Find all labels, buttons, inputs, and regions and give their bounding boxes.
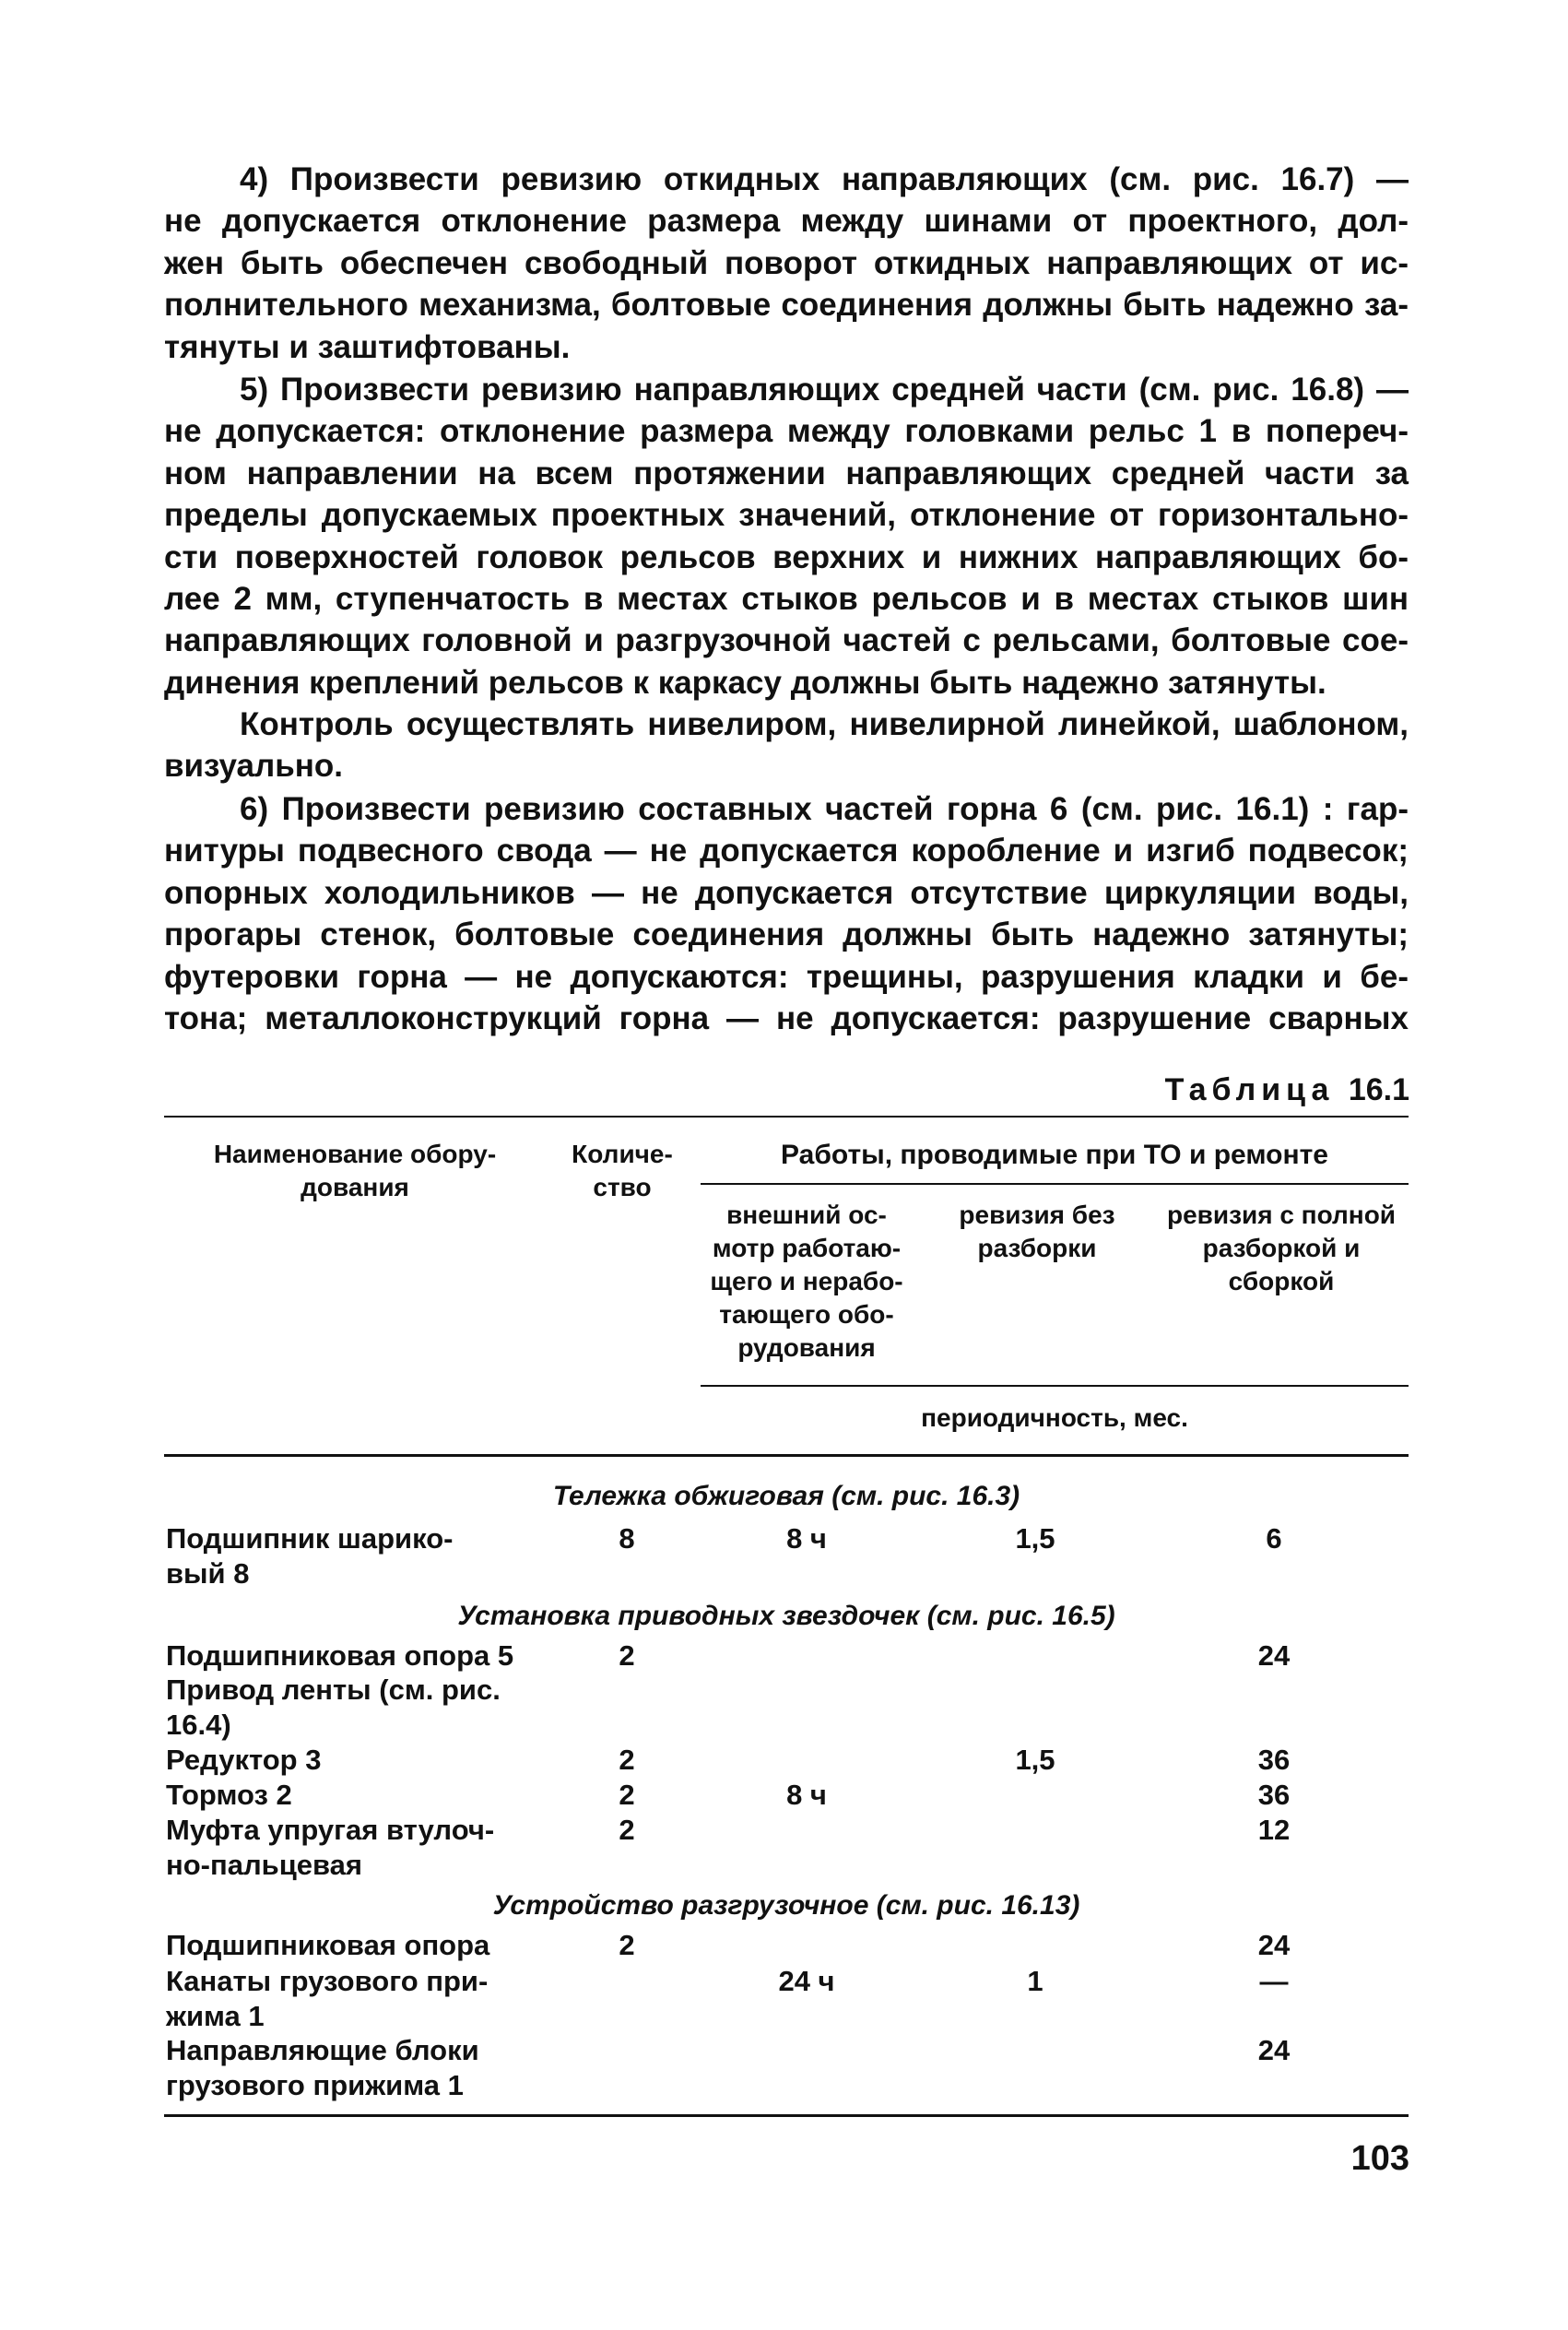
- text-line: 6) Произвести ревизию составных частей горна 6 (см. рис. 16.1) : гар-: [240, 791, 1409, 827]
- row-name: Муфта упругая втулоч- но-пальцевая: [166, 1814, 495, 1881]
- row-full-revision: 36: [1257, 1744, 1291, 1776]
- text-line: сти поверхностей головок рельсов верхних и нижних направляющих бо-: [164, 538, 1409, 575]
- row-full-revision: 12: [1257, 1814, 1291, 1846]
- row-name: Тормоз 2: [166, 1779, 292, 1811]
- section-title: Установка приводных звездочек (см. рис. 16.5): [457, 1601, 1115, 1631]
- row-name: Подшипниковая опора 5: [166, 1639, 514, 1672]
- text-line: 4) Произвести ревизию откидных направляющих (см. рис. 16.7) —: [240, 161, 1409, 197]
- row-external: 8 ч: [786, 1779, 827, 1811]
- text-line: пределы допускаемых проектных значений, отклонение от горизонтально-: [164, 497, 1409, 534]
- text-line: ном направлении на всем протяжении направляющих средней части за: [164, 455, 1409, 491]
- text-line: прогары стенок, болтовые соединения должны быть надежно затянуты;: [164, 917, 1409, 953]
- row-name: Привод ленты (см. рис. 16.4): [166, 1674, 501, 1741]
- text-line: футеровки горна — не допускаются: трещины, разрушения кладки и бе-: [164, 958, 1409, 995]
- text-line: опорных холодильников — не допускается отсутствие циркуляции воды,: [164, 874, 1409, 911]
- section-title: Устройство разгрузочное (см. рис. 16.13): [492, 1890, 1080, 1921]
- table-caption-number: 16.1: [1348, 1072, 1409, 1107]
- row-name: Редуктор 3: [166, 1744, 322, 1776]
- row-full-revision: 24: [1257, 1639, 1291, 1672]
- section-title: Тележка обжиговая (см. рис. 16.3): [552, 1481, 1020, 1511]
- text-line: жен быть обеспечен свободный поворот откидных направляющих от ис-: [164, 244, 1409, 281]
- row-full-revision: 24: [1257, 2034, 1291, 2066]
- row-full-revision: 24: [1257, 1929, 1291, 1961]
- row-name: Подшипник шарико- вый 8: [166, 1522, 454, 1590]
- row-quantity: 8: [619, 1522, 635, 1555]
- paragraph-5: [164, 369, 1409, 704]
- header-revision-full: ревизия с полной разборкой и сборкой: [1166, 1200, 1397, 1295]
- row-full-revision: 6: [1266, 1522, 1282, 1555]
- row-revision: 1: [1027, 1965, 1043, 1997]
- header-bottom-rule: [164, 1454, 1409, 1457]
- header-subrule: [701, 1183, 1409, 1185]
- text-line: лее 2 мм, ступенчатость в местах стыков рельсов и в местах стыков шин: [164, 581, 1409, 618]
- text-line: 5) Произвести ревизию направляющих средней части (см. рис. 16.8) —: [240, 372, 1409, 408]
- row-revision: 1,5: [1015, 1744, 1055, 1776]
- table-top-rule: [164, 1116, 1409, 1118]
- header-works: Работы, проводимые при ТО и ремонте: [781, 1140, 1328, 1170]
- text-line: направляющих головной и разгрузочной частей с рельсами, болтовые сое-: [164, 622, 1409, 659]
- paragraph-4: [164, 159, 1409, 368]
- row-full-revision: 36: [1257, 1779, 1291, 1811]
- text-line: не допускается отклонение размера между шинами от проектного, дол-: [164, 203, 1409, 240]
- text-line: тона; металлоконструкций горна — не допускается: разрушение сварных: [164, 1000, 1409, 1037]
- page-number: 103: [1350, 2139, 1409, 2178]
- row-quantity: 2: [619, 1639, 635, 1672]
- text-line: тянуты и заштифтованы.: [164, 328, 571, 365]
- header-external-inspection: внешний ос- мотр работаю- щего и нерабо- тающего обо- рудования: [710, 1200, 903, 1362]
- header-periodicity-rule: [701, 1385, 1409, 1387]
- row-quantity: 2: [619, 1779, 635, 1811]
- row-external: 24 ч: [778, 1965, 835, 1997]
- row-name: Подшипниковая опора: [166, 1929, 490, 1961]
- text-line: нитуры подвесного свода — не допускается коробление и изгиб подвесок;: [164, 833, 1409, 869]
- text-line: полнительного механизма, болтовые соединения должны быть надежно за-: [164, 287, 1409, 324]
- row-name: Направляющие блоки грузового прижима 1: [166, 2034, 479, 2101]
- text-line: Контроль осуществлять нивелиром, нивелирной линейкой, шаблоном,: [240, 706, 1409, 742]
- row-quantity: 2: [619, 1814, 635, 1846]
- text-line: не допускается: отклонение размера между головками рельс 1 в попереч-: [164, 413, 1409, 450]
- table-bottom-rule: [164, 2114, 1409, 2117]
- text-line: динения креплений рельсов к каркасу должны быть надежно затянуты.: [164, 664, 1326, 701]
- row-revision: 1,5: [1015, 1522, 1055, 1555]
- paragraph-6: [164, 788, 1409, 1039]
- paragraph-control: [164, 704, 1409, 787]
- header-quantity: Количе- ство: [572, 1140, 673, 1201]
- row-quantity: 2: [619, 1929, 635, 1961]
- header-name: Наименование обору- дования: [213, 1140, 497, 1201]
- text-line: визуально.: [164, 748, 344, 785]
- table-caption: [1165, 1072, 1409, 1108]
- row-quantity: 2: [619, 1744, 635, 1776]
- row-name: Канаты грузового при- жима 1: [166, 1965, 489, 2032]
- row-full-revision: —: [1259, 1965, 1289, 1997]
- table-caption-word: Таблица: [1164, 1072, 1335, 1107]
- header-periodicity: периодичность, мес.: [921, 1403, 1188, 1432]
- header-revision-without-disassembly: ревизия без разборки: [959, 1200, 1115, 1262]
- row-external: 8 ч: [786, 1522, 827, 1555]
